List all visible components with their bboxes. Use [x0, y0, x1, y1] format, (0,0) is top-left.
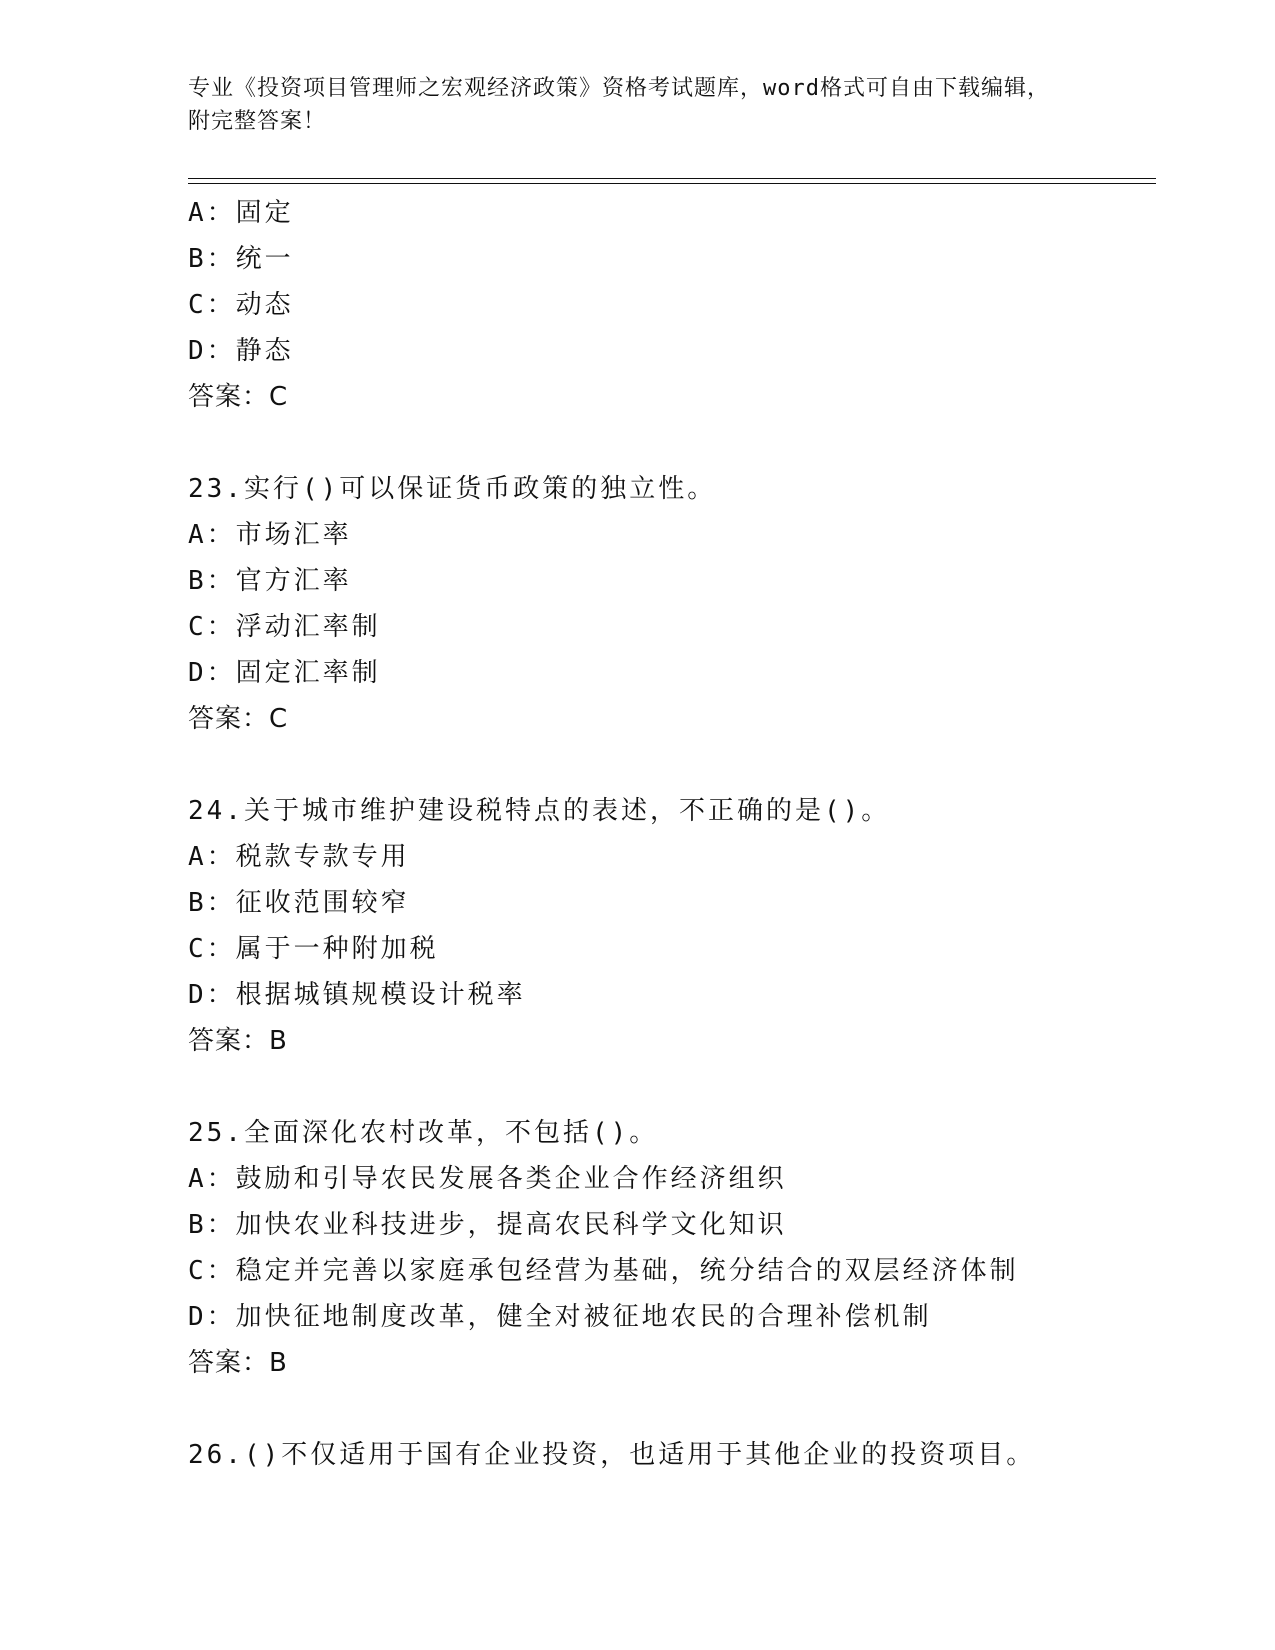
answer: 答案：C: [188, 704, 289, 734]
option-d: D：固定汇率制: [188, 658, 381, 688]
option-a: A：鼓励和引导农民发展各类企业合作经济组织: [188, 1164, 787, 1194]
option-d: D：根据城镇规模设计税率: [188, 980, 526, 1010]
question-text: 24.关于城市维护建设税特点的表述，不正确的是()。: [188, 796, 891, 826]
question-block-24: [188, 788, 1148, 1064]
question-block-25: [188, 1110, 1148, 1386]
option-b: B：征收范围较窄: [188, 888, 410, 918]
header-divider-top: [188, 178, 1156, 179]
question-block-23: [188, 466, 1148, 742]
answer: 答案：C: [188, 382, 289, 412]
option-a: A：市场汇率: [188, 520, 352, 550]
answer: 答案：B: [188, 1348, 288, 1378]
option-b: B：统一: [188, 244, 294, 274]
question-text: 23.实行()可以保证货币政策的独立性。: [188, 474, 717, 504]
header-divider-bottom: [188, 183, 1156, 184]
option-d: D：静态: [188, 336, 294, 366]
option-a: A：固定: [188, 198, 294, 228]
question-block-26: [188, 1432, 1148, 1478]
question-text: 26.()不仅适用于国有企业投资，也适用于其他企业的投资项目。: [188, 1440, 1036, 1470]
option-c: C：稳定并完善以家庭承包经营为基础，统分结合的双层经济体制: [188, 1256, 1019, 1286]
question-text: 25.全面深化农村改革，不包括()。: [188, 1118, 659, 1148]
option-c: C：动态: [188, 290, 294, 320]
option-b: B：加快农业科技进步，提高农民科学文化知识: [188, 1210, 787, 1240]
question-block-22-partial: [188, 190, 1148, 420]
option-c: C：属于一种附加税: [188, 934, 439, 964]
option-a: A：税款专款专用: [188, 842, 410, 872]
option-c: C：浮动汇率制: [188, 612, 381, 642]
option-b: B：官方汇率: [188, 566, 352, 596]
document-header: 专业《投资项目管理师之宏观经济政策》资格考试题库，word格式可自由下载编辑，附完整答案！: [188, 76, 1050, 134]
answer: 答案：B: [188, 1026, 288, 1056]
option-d: D：加快征地制度改革，健全对被征地农民的合理补偿机制: [188, 1302, 932, 1332]
question-list: [188, 190, 1148, 1478]
